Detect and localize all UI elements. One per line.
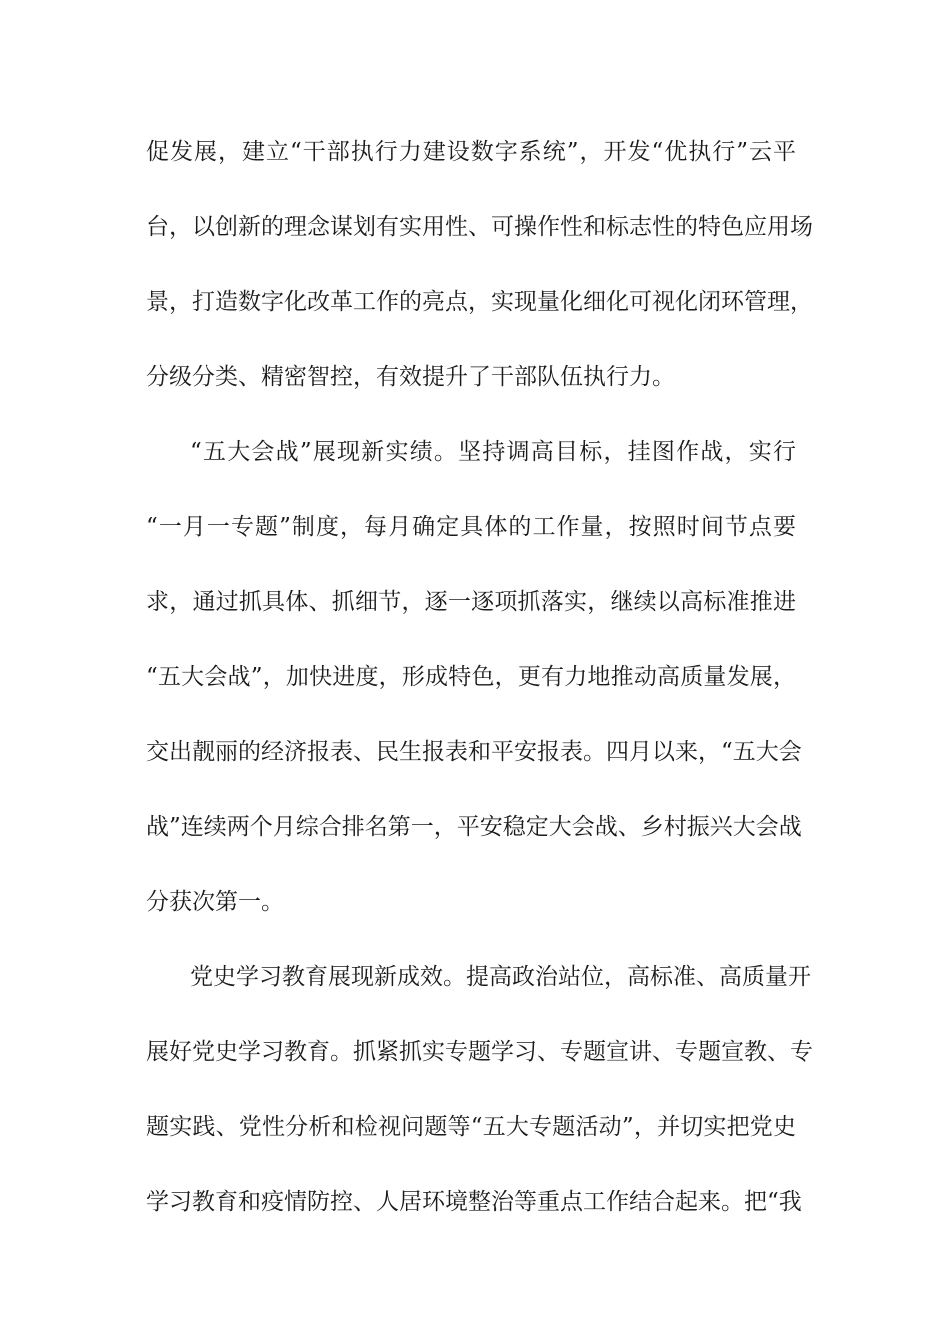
text-line-3: 景，打造数字化改革工作的亮点，实现量化细化可视化闭环管理， — [146, 289, 813, 315]
text-line-4: 分级分类、精密智控，有效提升了干部队伍执行力。 — [146, 364, 675, 390]
text-line-11: 分获次第一。 — [146, 889, 284, 915]
text-line-14: 题实践、党性分析和检视问题等“五大专题活动”，并切实把党史 — [146, 1114, 796, 1140]
paragraph-heading-party-history: 党史学习教育展现新成效。提高政治站位，高标准、高质量开 — [190, 964, 811, 990]
text-line-7: 求，通过抓具体、抓细节，逐一逐项抓落实，继续以高标准推进 — [146, 589, 796, 615]
text-line-9: 交出靓丽的经济报表、民生报表和平安报表。四月以来，“五大会 — [146, 739, 802, 765]
text-line-8: “五大会战”，加快进度，形成特色，更有力地推动高质量发展， — [146, 664, 796, 690]
text-line-13: 展好党史学习教育。抓紧抓实专题学习、专题宣讲、专题宣教、专 — [146, 1039, 813, 1065]
paragraph-heading-five-battles: “五大会战”展现新实绩。坚持调高目标，挂图作战，实行 — [190, 439, 796, 465]
text-line-1: 促发展，建立“干部执行力建设数字系统”，开发“优执行”云平 — [146, 139, 796, 165]
text-line-2: 台，以创新的理念谋划有实用性、可操作性和标志性的特色应用场 — [146, 214, 813, 240]
text-line-6: “一月一专题”制度，每月确定具体的工作量，按照时间节点要 — [146, 514, 796, 540]
text-line-15: 学习教育和疫情防控、人居环境整治等重点工作结合起来。把“我 — [146, 1189, 802, 1215]
text-line-10: 战”连续两个月综合排名第一，平安稳定大会战、乡村振兴大会战 — [146, 814, 802, 840]
